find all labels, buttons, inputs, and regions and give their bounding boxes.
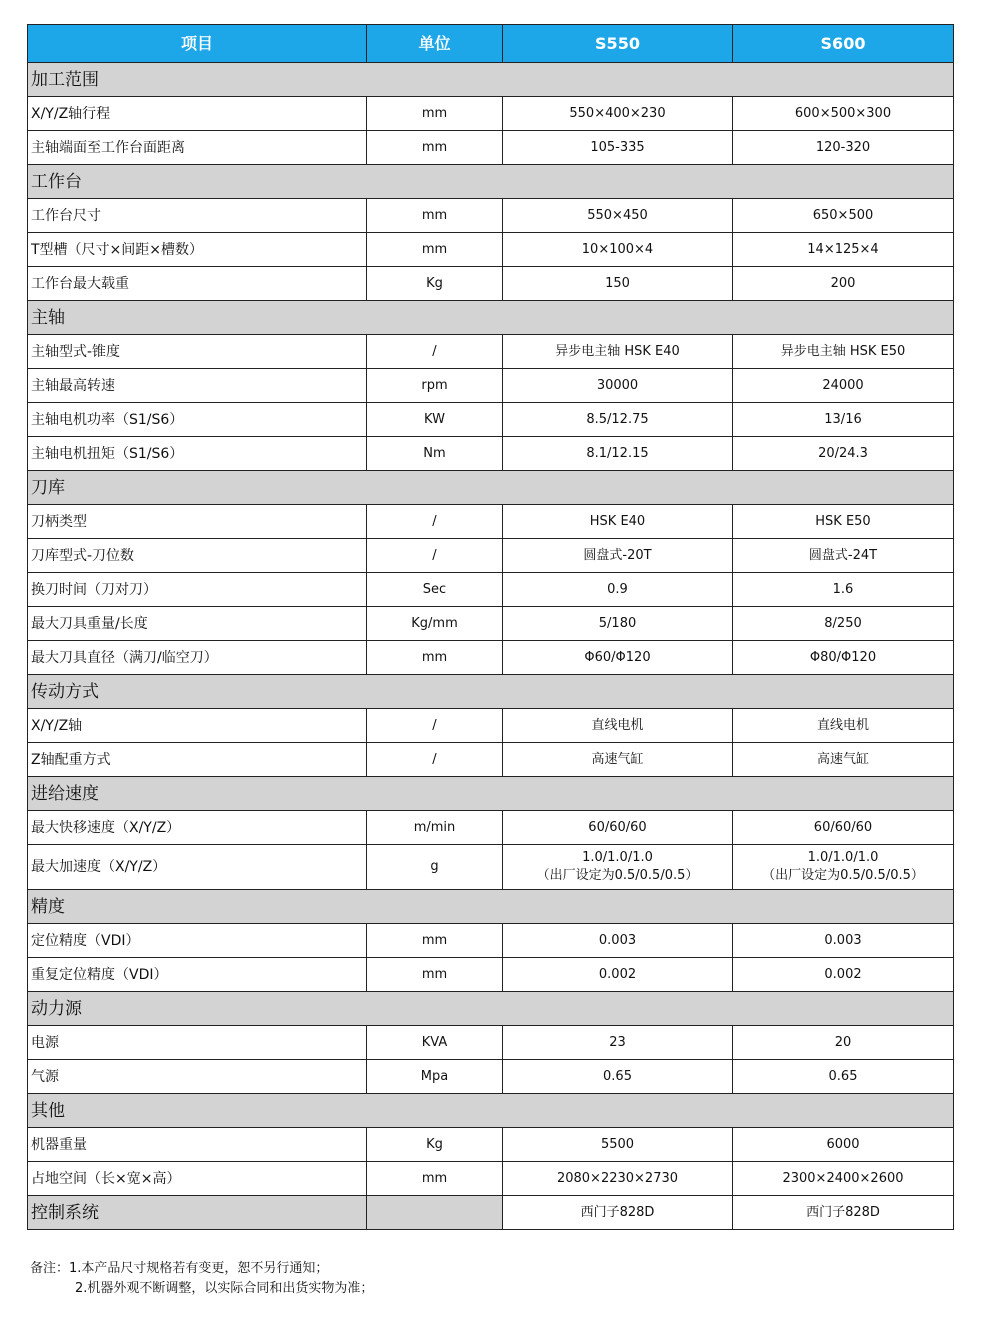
- section-row: [28, 165, 954, 199]
- control-s600: 西门子828D: [733, 1196, 954, 1230]
- spec-name: 重复定位精度（VDI）: [28, 958, 367, 992]
- spec-name: 最大快移速度（X/Y/Z）: [28, 811, 367, 845]
- spec-name: 主轴端面至工作台面距离: [28, 131, 367, 165]
- spec-unit: mm: [367, 958, 503, 992]
- value-line-1: 1.0/1.0/1.0: [807, 850, 879, 865]
- spec-name: 最大加速度（X/Y/Z）: [28, 845, 367, 890]
- control-label: 控制系统: [28, 1196, 367, 1230]
- section-title: 动力源: [28, 992, 954, 1026]
- spec-unit: /: [367, 505, 503, 539]
- spec-unit: mm: [367, 97, 503, 131]
- spec-value-s550: 8.1/12.15: [503, 437, 733, 471]
- spec-unit: KVA: [367, 1026, 503, 1060]
- spec-name: 主轴电机扭矩（S1/S6）: [28, 437, 367, 471]
- table-row: [28, 131, 954, 165]
- spec-value-s600: Φ80/Φ120: [733, 641, 954, 675]
- spec-value-s550: 60/60/60: [503, 811, 733, 845]
- spec-name: 换刀时间（刀对刀）: [28, 573, 367, 607]
- spec-table: [27, 24, 954, 1230]
- value-line-1: 1.0/1.0/1.0: [582, 850, 653, 865]
- table-row: [28, 845, 954, 890]
- section-row: [28, 63, 954, 97]
- spec-unit: mm: [367, 233, 503, 267]
- spec-value-s550: 5/180: [503, 607, 733, 641]
- spec-name: T型槽（尺寸×间距×槽数）: [28, 233, 367, 267]
- spec-unit: Mpa: [367, 1060, 503, 1094]
- spec-value-s600: 650×500: [733, 199, 954, 233]
- spec-name: 占地空间（长×宽×高）: [28, 1162, 367, 1196]
- spec-value-s550: HSK E40: [503, 505, 733, 539]
- section-row: [28, 777, 954, 811]
- spec-value-s600: HSK E50: [733, 505, 954, 539]
- spec-name: Z轴配重方式: [28, 743, 367, 777]
- section-row: [28, 301, 954, 335]
- spec-value-s600: [733, 845, 954, 890]
- section-row: [28, 675, 954, 709]
- table-row: [28, 641, 954, 675]
- spec-value-s550: 高速气缸: [503, 743, 733, 777]
- spec-value-s550: 0.003: [503, 924, 733, 958]
- section-title: 其他: [28, 1094, 954, 1128]
- spec-value-s550: 550×450: [503, 199, 733, 233]
- section-title: 进给速度: [28, 777, 954, 811]
- table-row: [28, 1060, 954, 1094]
- header-unit: 单位: [367, 25, 503, 63]
- table-row: [28, 1128, 954, 1162]
- spec-unit: mm: [367, 924, 503, 958]
- spec-value-s600: 20: [733, 1026, 954, 1060]
- spec-value-s600: 6000: [733, 1128, 954, 1162]
- header-s550: S550: [503, 25, 733, 63]
- spec-unit: g: [367, 845, 503, 890]
- section-title: 刀库: [28, 471, 954, 505]
- note-line-1: 备注：1.本产品尺寸规格若有变更，恕不另行通知；: [30, 1261, 329, 1276]
- table-row: [28, 267, 954, 301]
- table-row: [28, 743, 954, 777]
- spec-value-s600: 异步电主轴 HSK E50: [733, 335, 954, 369]
- header-s600: S600: [733, 25, 954, 63]
- spec-unit: Kg/mm: [367, 607, 503, 641]
- spec-value-s600: 0.65: [733, 1060, 954, 1094]
- table-row: [28, 437, 954, 471]
- spec-value-s550: 异步电主轴 HSK E40: [503, 335, 733, 369]
- section-row: [28, 471, 954, 505]
- spec-name: 工作台最大载重: [28, 267, 367, 301]
- spec-value-s600: 圆盘式-24T: [733, 539, 954, 573]
- section-row: [28, 992, 954, 1026]
- spec-name: 刀柄类型: [28, 505, 367, 539]
- spec-value-s600: 120-320: [733, 131, 954, 165]
- table-row: [28, 369, 954, 403]
- section-row: [28, 1094, 954, 1128]
- spec-value-s550: 0.65: [503, 1060, 733, 1094]
- spec-value-s600: 600×500×300: [733, 97, 954, 131]
- header-row: [28, 25, 954, 63]
- section-title: 加工范围: [28, 63, 954, 97]
- spec-value-s550: 23: [503, 1026, 733, 1060]
- spec-value-s600: 0.003: [733, 924, 954, 958]
- spec-name: 定位精度（VDI）: [28, 924, 367, 958]
- control-unit: [367, 1196, 503, 1230]
- spec-unit: Sec: [367, 573, 503, 607]
- table-row: [28, 403, 954, 437]
- section-title: 精度: [28, 890, 954, 924]
- spec-name: X/Y/Z轴行程: [28, 97, 367, 131]
- spec-value-s550: Φ60/Φ120: [503, 641, 733, 675]
- spec-unit: /: [367, 335, 503, 369]
- notes: [30, 1259, 373, 1299]
- spec-name: X/Y/Z轴: [28, 709, 367, 743]
- spec-unit: mm: [367, 199, 503, 233]
- spec-table-body: [28, 25, 954, 1230]
- spec-value-s550: 圆盘式-20T: [503, 539, 733, 573]
- section-title: 主轴: [28, 301, 954, 335]
- control-row: [28, 1196, 954, 1230]
- table-row: [28, 607, 954, 641]
- spec-value-s550: 8.5/12.75: [503, 403, 733, 437]
- spec-name: 刀库型式-刀位数: [28, 539, 367, 573]
- table-row: [28, 539, 954, 573]
- spec-name: 最大刀具重量/长度: [28, 607, 367, 641]
- table-row: [28, 924, 954, 958]
- note-line-2: 2.机器外观不断调整，以实际合同和出货实物为准；: [75, 1281, 374, 1296]
- spec-value-s550: [503, 845, 733, 890]
- table-row: [28, 335, 954, 369]
- spec-name: 主轴型式-锥度: [28, 335, 367, 369]
- spec-unit: Kg: [367, 267, 503, 301]
- spec-value-s600: 20/24.3: [733, 437, 954, 471]
- spec-unit: mm: [367, 131, 503, 165]
- spec-value-s600: 13/16: [733, 403, 954, 437]
- table-row: [28, 958, 954, 992]
- spec-name: 工作台尺寸: [28, 199, 367, 233]
- section-title: 传动方式: [28, 675, 954, 709]
- spec-unit: mm: [367, 641, 503, 675]
- spec-name: 主轴电机功率（S1/S6）: [28, 403, 367, 437]
- table-row: [28, 233, 954, 267]
- table-row: [28, 709, 954, 743]
- table-row: [28, 97, 954, 131]
- spec-value-s600: 8/250: [733, 607, 954, 641]
- table-row: [28, 811, 954, 845]
- spec-value-s600: 1.6: [733, 573, 954, 607]
- spec-unit: KW: [367, 403, 503, 437]
- spec-unit: /: [367, 539, 503, 573]
- spec-value-s550: 105-335: [503, 131, 733, 165]
- table-row: [28, 573, 954, 607]
- spec-unit: /: [367, 709, 503, 743]
- table-row: [28, 1026, 954, 1060]
- spec-value-s600: 24000: [733, 369, 954, 403]
- spec-value-s600: 直线电机: [733, 709, 954, 743]
- table-row: [28, 1162, 954, 1196]
- spec-name: 气源: [28, 1060, 367, 1094]
- value-line-2: （出厂设定为0.5/0.5/0.5）: [536, 868, 699, 883]
- spec-value-s600: 200: [733, 267, 954, 301]
- spec-value-s600: 高速气缸: [733, 743, 954, 777]
- spec-value-s600: 0.002: [733, 958, 954, 992]
- spec-unit: rpm: [367, 369, 503, 403]
- section-row: [28, 890, 954, 924]
- spec-value-s550: 0.9: [503, 573, 733, 607]
- spec-name: 机器重量: [28, 1128, 367, 1162]
- spec-unit: mm: [367, 1162, 503, 1196]
- header-item: 项目: [28, 25, 367, 63]
- table-row: [28, 199, 954, 233]
- spec-value-s550: 30000: [503, 369, 733, 403]
- spec-value-s600: 14×125×4: [733, 233, 954, 267]
- spec-value-s600: 60/60/60: [733, 811, 954, 845]
- value-line-2: （出厂设定为0.5/0.5/0.5）: [762, 868, 924, 883]
- table-row: [28, 505, 954, 539]
- spec-value-s550: 550×400×230: [503, 97, 733, 131]
- spec-value-s550: 2080×2230×2730: [503, 1162, 733, 1196]
- spec-value-s550: 150: [503, 267, 733, 301]
- spec-name: 最大刀具直径（满刀/临空刀）: [28, 641, 367, 675]
- spec-name: 主轴最高转速: [28, 369, 367, 403]
- spec-value-s550: 10×100×4: [503, 233, 733, 267]
- section-title: 工作台: [28, 165, 954, 199]
- control-s550: 西门子828D: [503, 1196, 733, 1230]
- spec-value-s550: 直线电机: [503, 709, 733, 743]
- spec-value-s600: 2300×2400×2600: [733, 1162, 954, 1196]
- spec-unit: m/min: [367, 811, 503, 845]
- spec-unit: /: [367, 743, 503, 777]
- spec-unit: Nm: [367, 437, 503, 471]
- spec-name: 电源: [28, 1026, 367, 1060]
- spec-value-s550: 0.002: [503, 958, 733, 992]
- spec-unit: Kg: [367, 1128, 503, 1162]
- spec-value-s550: 5500: [503, 1128, 733, 1162]
